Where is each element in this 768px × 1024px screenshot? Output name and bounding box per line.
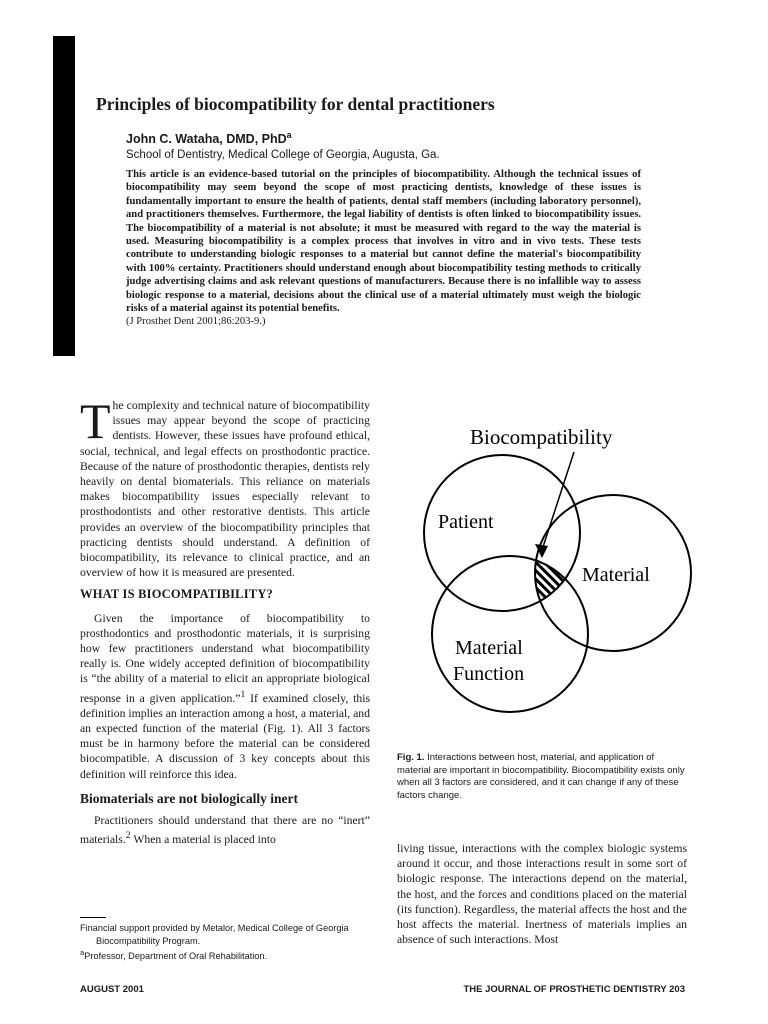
footnote-funding: Financial support provided by Metalor, Medical College of Georgia Biocompatibility Program. (80, 923, 349, 946)
label-material: Material (582, 564, 650, 586)
subsection-heading-not-inert: Biomaterials are not biologically inert (80, 790, 298, 806)
definition-text-a: Given the importance of biocompatibility to prosthodontics and prosthodontic materials, it is surprising how few practitioners understand what biocompatibility really is. One widely accepted definition of biocompatibility is “the ability of a material to elicit an appropriate biological response in a given application.” (80, 611, 370, 705)
venn-diagram-svg (392, 412, 692, 738)
footer-date: AUGUST 2001 (80, 984, 144, 995)
label-biocompatibility: Biocompatibility (470, 425, 613, 449)
inert-text-b: When a material is placed into (130, 833, 276, 847)
left-column (80, 393, 370, 847)
abstract-citation: (J Prosthet Dent 2001;86:203-9.) (126, 316, 266, 328)
author-superscript: a (286, 130, 292, 140)
reference-2: 2 (125, 830, 131, 842)
figure-caption (397, 752, 689, 802)
intro-paragraph (80, 393, 370, 580)
author-affiliation: School of Dentistry, Medical College of Georgia, Augusta, Ga. (126, 149, 440, 161)
footnotes (80, 922, 380, 963)
definition-paragraph (80, 611, 370, 782)
label-patient: Patient (438, 511, 494, 533)
footnote-affiliation-text: Professor, Department of Oral Rehabilitation. (84, 951, 268, 962)
label-material-function-1: Material (455, 637, 523, 659)
footnote-superscript: a (80, 948, 85, 957)
pointer-arrow-line (542, 452, 574, 550)
author-name: John C. Wataha, DMD, PhD (126, 132, 287, 147)
inert-paragraph (80, 813, 370, 847)
section-heading-what-is-biocompatibility: WHAT IS BIOCOMPATIBILITY? (80, 587, 274, 602)
figure-caption-text: Interactions between host, material, and application of material are important in biocompatibility. Biocompatibility exists only when all 3 factors are considered, and it can change if any of these factors change. (397, 752, 685, 801)
inert-text-a: Practitioners should understand that there are no “inert” materials. (80, 813, 370, 847)
label-material-function-2: Function (453, 663, 525, 685)
article-title: Principles of biocompatibility for dental practitioners (96, 94, 495, 114)
abstract (126, 168, 641, 329)
reference-1: 1 (240, 688, 246, 700)
drop-cap: T (80, 393, 111, 449)
footer-journal: THE JOURNAL OF PROSTHETIC DENTISTRY 203 (463, 984, 685, 995)
footnote-affiliation (80, 947, 380, 963)
definition-text-b: If examined closely, this definition implies an interaction among a host, a material, and an expected function of the material (Fig. 1). All 3 factors must be in harmony before the material can be considered biocompatible. A discussion of 3 key concepts about this definition will reinforce this idea. (80, 691, 370, 781)
intro-text: he complexity and technical nature of biocompatibility issues may appear beyond the scope of practicing dentists. However, these issues have profound ethical, social, technical, and legal effects on prosthodontic practice. Because of the nature of prosthodontic therapies, dentists rely heavily on dental biomaterials. This reliance on materials makes biocompatibility issues especially relevant to prosthodontists and other restorative dentists. This article provides an overview of the biocompatibility principles that practicing dentists should understand. A definition of biocompatibility, its relevance to clinical practice, and an overview of how it is measured are presented. (80, 399, 370, 580)
figure-caption-label: Fig. 1. (397, 752, 425, 763)
right-column-text: living tissue, interactions with the complex biologic systems around it occur, and those interactions result in some sort of biologic response. The interactions depend on the material, the host, and the forces and conditions placed on the material (its function). Regardless, the material affects the host and the host affects the material. Inertness of materials implies an absence of such interactions. Most (397, 842, 687, 947)
footnote-rule (80, 917, 106, 918)
decorative-black-bar (53, 36, 75, 356)
abstract-text: This article is an evidence-based tutorial on the principles of biocompatibility. Although the technical issues of biocompatibility may seem beyond the scope of most practicing dentists, knowledge of these issues is fundamentally important to ensure the health of patients, dental staff members (including laboratory personnel), and practitioners themselves. Furthermore, the legal liability of dentists is often linked to biocompatibility issues. The biocompatibility of a material is not absolute; it must be measured with regard to the way the material is used. Measuring biocompatibility is a complex process that involves in vitro and in vivo tests. These tests contribute to understanding biologic responses to a material but cannot define the material's biocompatibility with 100% certainty. Practitioners should understand enough about biocompatibility testing methods to critically judge advertising claims and ask relevant questions of manufacturers. Because there is no infallible way to assess biologic response to a material, decisions about the clinical use of a material ultimately must weigh the biologic risks of a material against its potential benefits. (126, 169, 641, 315)
author-line (126, 130, 292, 146)
figure-venn-diagram (392, 412, 692, 738)
